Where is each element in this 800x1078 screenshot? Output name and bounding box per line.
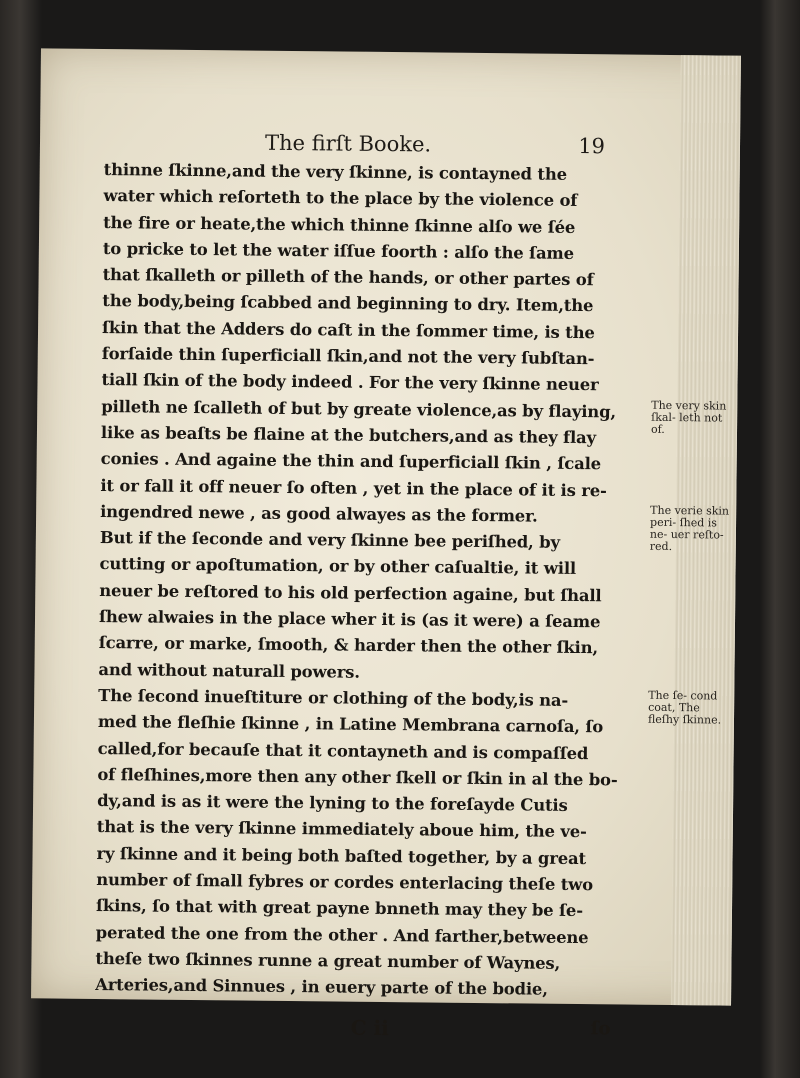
text-line: ſhew alwaies in the place wher it is (as it were) a ſeame <box>98 607 601 632</box>
text-line: ſkins, ſo that with great payne bnneth may they be ſe- <box>95 896 584 921</box>
text-line: cutting or apoſtumation, or by other caſualtie, it will <box>99 554 577 579</box>
text-line: forſaide thin ſuperficiall ſkin,and not the very ſubſtan- <box>101 344 595 369</box>
text-line: water which reſorteth to the place by the violence of <box>103 186 578 211</box>
text-line: and without naturall powers. <box>98 659 360 682</box>
text-line: But if the ſeconde and very ſkinne bee periſhed, by <box>99 528 561 552</box>
text-line: perated the one from the other . And farther,betweene <box>95 922 589 947</box>
margin-note: The verie skin peri- ſhed is ne- uer reſto- red. <box>649 503 730 553</box>
text-line: conies . And againe the thin and ſuperficiall ſkin , ſcale <box>100 449 602 474</box>
text-line: tiall ſkin of the body indeed . For the very ſkinne neuer <box>101 370 599 395</box>
text-line: dy,and is as it were the lyning to the foreſayde Cutis <box>97 791 568 816</box>
page-number: 19 <box>578 133 606 159</box>
margin-note: The ſe- cond coat, The fleſhy ſkinne. <box>647 688 722 727</box>
text-line: that is the very ſkinne immediately aboue him, the ve- <box>96 817 587 842</box>
running-title: The firſt Booke. <box>264 130 432 157</box>
text-line: to pricke to let the water iſſue foorth : alſo the ſame <box>102 238 575 263</box>
text-line: ingendred newe , as good alwayes as the former. <box>100 501 538 526</box>
text-line: ſkin that the Adders do caſt in the ſommer time, is the <box>101 317 595 342</box>
text-line: neuer be reſtored to his old perfection againe, but ſhall <box>99 580 602 606</box>
text-line: it or fall it off neuer ſo often , yet in the place of it is re- <box>100 475 607 500</box>
text-line: pilleth ne ſcalleth of but by greate violence,as by flaying, <box>101 396 617 422</box>
text-line: Arteries,and Sinnues , in euery parte of the bodie, <box>95 975 548 999</box>
text-line: of fleſhines,more then any other ſkell or ſkin in al the bo- <box>97 764 618 790</box>
signature-mark: C ii <box>350 1015 389 1041</box>
text-line: The ſecond inueſtiture or clothing of the body,is na- <box>98 685 569 710</box>
text-line: number of ſmall fybres or cordes enterlacing theſe two <box>96 870 594 895</box>
text-line: med the fleſhie ſkinne , in Latine Membrana carnoſa, ſo <box>97 712 604 737</box>
text-line: that ſkalleth or pilleth of the hands, or other partes of <box>102 265 594 290</box>
margin-note: The very skin ſkal- leth not of. <box>650 398 727 436</box>
page-sheet <box>31 48 741 1041</box>
running-header <box>265 131 605 159</box>
text-line: ry ſkinne and it being both baſted together, by a great <box>96 843 587 868</box>
text-line: thinne ſkinne,and the very ſkinne, is contayned the <box>103 160 568 184</box>
text-line: the fire or heate,the which thinne ſkinne alſo we ſée <box>103 212 576 237</box>
text-line: ſcarre, or marke, ſmooth, & harder then the other ſkin, <box>98 633 599 658</box>
text-line: theſe two ſkinnes runne a great number of Waynes, <box>95 948 561 973</box>
catchword: ſo <box>590 1018 611 1040</box>
text-line: called,for becauſe that it contayneth and is compaſſed <box>97 738 589 763</box>
body-text <box>95 157 634 1004</box>
text-line: like as beaſts be flaine at the butchers,and as they flay <box>100 422 597 448</box>
text-line: the body,being ſcabbed and beginning to dry. Item,the <box>102 291 594 316</box>
